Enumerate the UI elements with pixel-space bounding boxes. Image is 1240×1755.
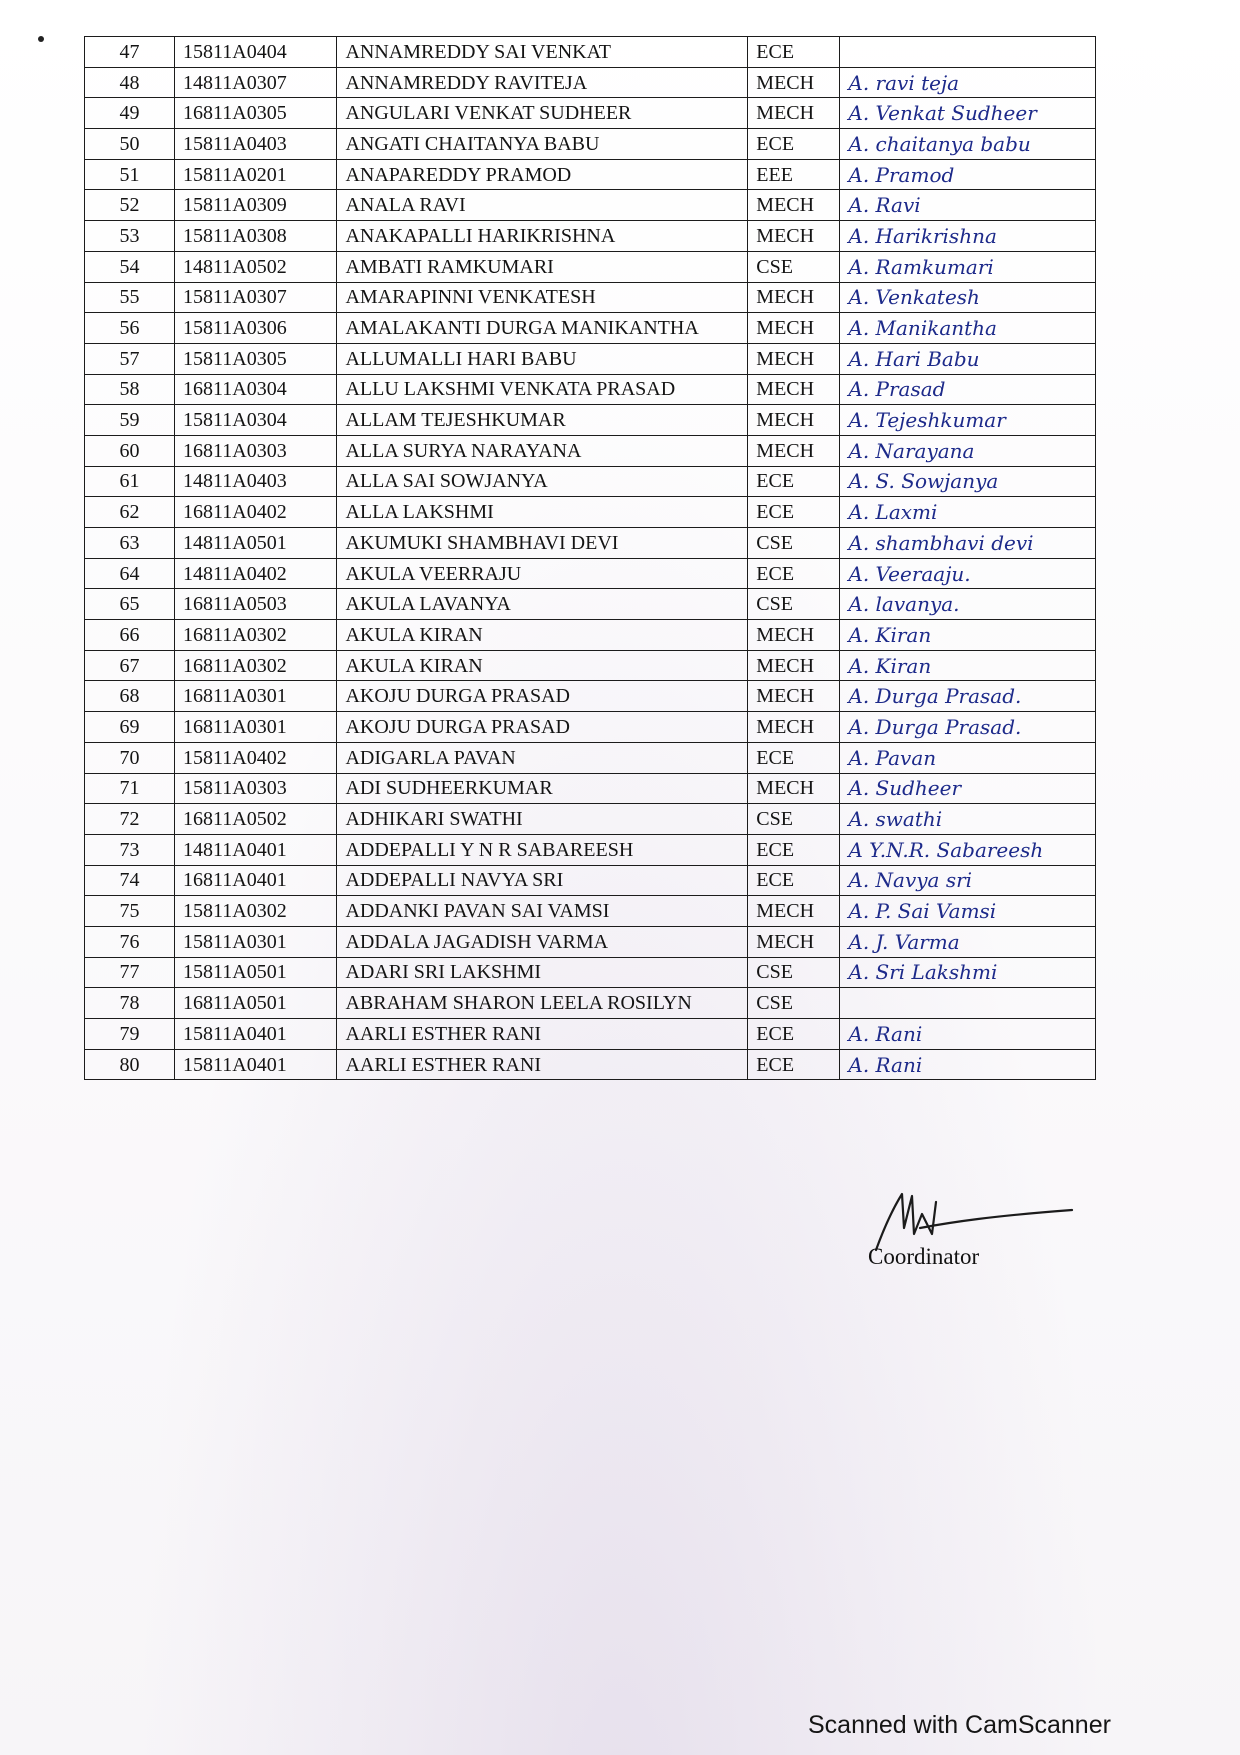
branch-cell: ECE <box>748 742 840 773</box>
serial-number-cell: 59 <box>85 405 175 436</box>
signature-cell: A. lavanya. <box>840 589 1096 620</box>
student-name-cell: ANNAMREDDY SAI VENKAT <box>337 37 748 68</box>
serial-number-cell: 67 <box>85 650 175 681</box>
signature-cell: A. Venkat Sudheer <box>840 98 1096 129</box>
roll-number-cell: 16811A0303 <box>175 435 337 466</box>
student-name-cell: ADIGARLA PAVAN <box>337 742 748 773</box>
branch-cell: MECH <box>748 712 840 743</box>
roll-number-cell: 16811A0304 <box>175 374 337 405</box>
signature-cell: A. Sri Lakshmi <box>840 957 1096 988</box>
signature-cell: A. Ramkumari <box>840 251 1096 282</box>
student-name-cell: ANAKAPALLI HARIKRISHNA <box>337 221 748 252</box>
serial-number-cell: 70 <box>85 742 175 773</box>
student-name-cell: ALLAM TEJESHKUMAR <box>337 405 748 436</box>
table-row <box>85 405 1096 436</box>
student-name-cell: AKULA KIRAN <box>337 620 748 651</box>
branch-cell: MECH <box>748 374 840 405</box>
serial-number-cell: 56 <box>85 313 175 344</box>
signature-cell: A. Veeraaju. <box>840 558 1096 589</box>
student-name-cell: ANNAMREDDY RAVITEJA <box>337 67 748 98</box>
roll-number-cell: 14811A0402 <box>175 558 337 589</box>
table-row <box>85 834 1096 865</box>
serial-number-cell: 47 <box>85 37 175 68</box>
branch-cell: ECE <box>748 37 840 68</box>
serial-number-cell: 64 <box>85 558 175 589</box>
serial-number-cell: 54 <box>85 251 175 282</box>
branch-cell: ECE <box>748 466 840 497</box>
table-row <box>85 466 1096 497</box>
serial-number-cell: 57 <box>85 343 175 374</box>
roll-number-cell: 15811A0302 <box>175 896 337 927</box>
branch-cell: MECH <box>748 67 840 98</box>
signature-cell: A. P. Sai Vamsi <box>840 896 1096 927</box>
student-name-cell: ADHIKARI SWATHI <box>337 804 748 835</box>
student-name-cell: ALLA LAKSHMI <box>337 497 748 528</box>
serial-number-cell: 61 <box>85 466 175 497</box>
table-row <box>85 343 1096 374</box>
branch-cell: CSE <box>748 251 840 282</box>
table-row <box>85 681 1096 712</box>
serial-number-cell: 77 <box>85 957 175 988</box>
student-name-cell: AKOJU DURGA PRASAD <box>337 681 748 712</box>
signature-cell: A. Manikantha <box>840 313 1096 344</box>
table-row <box>85 282 1096 313</box>
signature-cell: A. Narayana <box>840 435 1096 466</box>
branch-cell: MECH <box>748 221 840 252</box>
signature-cell: A. Navya sri <box>840 865 1096 896</box>
roll-number-cell: 14811A0501 <box>175 528 337 559</box>
student-name-cell: AMBATI RAMKUMARI <box>337 251 748 282</box>
student-name-cell: ALLA SAI SOWJANYA <box>337 466 748 497</box>
signature-cell: A. Laxmi <box>840 497 1096 528</box>
serial-number-cell: 75 <box>85 896 175 927</box>
student-name-cell: AKULA VEERRAJU <box>337 558 748 589</box>
signature-cell: A. J. Varma <box>840 926 1096 957</box>
branch-cell: ECE <box>748 1049 840 1080</box>
serial-number-cell: 58 <box>85 374 175 405</box>
table-row <box>85 37 1096 68</box>
table-row <box>85 221 1096 252</box>
serial-number-cell: 71 <box>85 773 175 804</box>
serial-number-cell: 50 <box>85 129 175 160</box>
table-row <box>85 313 1096 344</box>
branch-cell: MECH <box>748 620 840 651</box>
student-name-cell: ALLA SURYA NARAYANA <box>337 435 748 466</box>
branch-cell: MECH <box>748 681 840 712</box>
student-name-cell: ADDALA JAGADISH VARMA <box>337 926 748 957</box>
table-row <box>85 865 1096 896</box>
serial-number-cell: 69 <box>85 712 175 743</box>
branch-cell: MECH <box>748 190 840 221</box>
signature-cell: A. S. Sowjanya <box>840 466 1096 497</box>
branch-cell: MECH <box>748 98 840 129</box>
signature-cell: A. Kiran <box>840 620 1096 651</box>
roll-number-cell: 16811A0502 <box>175 804 337 835</box>
roll-number-cell: 15811A0403 <box>175 129 337 160</box>
serial-number-cell: 55 <box>85 282 175 313</box>
student-name-cell: ADDANKI PAVAN SAI VAMSI <box>337 896 748 927</box>
serial-number-cell: 68 <box>85 681 175 712</box>
table-row <box>85 251 1096 282</box>
roll-number-cell: 15811A0401 <box>175 1019 337 1050</box>
serial-number-cell: 65 <box>85 589 175 620</box>
student-name-cell: ADI SUDHEERKUMAR <box>337 773 748 804</box>
table-row <box>85 926 1096 957</box>
branch-cell: ECE <box>748 558 840 589</box>
serial-number-cell: 72 <box>85 804 175 835</box>
student-name-cell: ANAPAREDDY PRAMOD <box>337 159 748 190</box>
roll-number-cell: 16811A0302 <box>175 650 337 681</box>
roll-number-cell: 15811A0305 <box>175 343 337 374</box>
signature-cell: A. Pavan <box>840 742 1096 773</box>
signature-cell <box>840 988 1096 1019</box>
attendance-table <box>84 36 1096 1080</box>
student-name-cell: AKULA LAVANYA <box>337 589 748 620</box>
table-row <box>85 957 1096 988</box>
table-row <box>85 988 1096 1019</box>
roll-number-cell: 15811A0307 <box>175 282 337 313</box>
signature-cell: A. Durga Prasad. <box>840 681 1096 712</box>
roll-number-cell: 15811A0308 <box>175 221 337 252</box>
roll-number-cell: 15811A0201 <box>175 159 337 190</box>
student-name-cell: ALLU LAKSHMI VENKATA PRASAD <box>337 374 748 405</box>
serial-number-cell: 76 <box>85 926 175 957</box>
table-row <box>85 742 1096 773</box>
branch-cell: ECE <box>748 1019 840 1050</box>
student-name-cell: ADDEPALLI Y N R SABAREESH <box>337 834 748 865</box>
roll-number-cell: 14811A0502 <box>175 251 337 282</box>
serial-number-cell: 79 <box>85 1019 175 1050</box>
roll-number-cell: 15811A0306 <box>175 313 337 344</box>
branch-cell: CSE <box>748 957 840 988</box>
table-row <box>85 98 1096 129</box>
table-row <box>85 374 1096 405</box>
serial-number-cell: 51 <box>85 159 175 190</box>
branch-cell: ECE <box>748 865 840 896</box>
serial-number-cell: 78 <box>85 988 175 1019</box>
branch-cell: MECH <box>748 282 840 313</box>
roll-number-cell: 15811A0501 <box>175 957 337 988</box>
roll-number-cell: 15811A0401 <box>175 1049 337 1080</box>
branch-cell: ECE <box>748 834 840 865</box>
signature-cell: A. Rani <box>840 1049 1096 1080</box>
signature-cell: A. Tejeshkumar <box>840 405 1096 436</box>
serial-number-cell: 74 <box>85 865 175 896</box>
table-row <box>85 1019 1096 1050</box>
ink-dot <box>38 36 44 42</box>
signature-cell: A. Kiran <box>840 650 1096 681</box>
branch-cell: CSE <box>748 988 840 1019</box>
signature-cell: A Y.N.R. Sabareesh <box>840 834 1096 865</box>
table-row <box>85 712 1096 743</box>
table-row <box>85 773 1096 804</box>
signature-cell: A. shambhavi devi <box>840 528 1096 559</box>
branch-cell: MECH <box>748 650 840 681</box>
student-name-cell: AKULA KIRAN <box>337 650 748 681</box>
signature-cell: A. swathi <box>840 804 1096 835</box>
roll-number-cell: 15811A0303 <box>175 773 337 804</box>
student-name-cell: ANALA RAVI <box>337 190 748 221</box>
roll-number-cell: 16811A0301 <box>175 712 337 743</box>
roll-number-cell: 14811A0403 <box>175 466 337 497</box>
branch-cell: MECH <box>748 926 840 957</box>
table-row <box>85 497 1096 528</box>
roll-number-cell: 16811A0305 <box>175 98 337 129</box>
signature-cell: A. chaitanya babu <box>840 129 1096 160</box>
roll-number-cell: 15811A0301 <box>175 926 337 957</box>
table-row <box>85 528 1096 559</box>
student-name-cell: ANGATI CHAITANYA BABU <box>337 129 748 160</box>
roll-number-cell: 16811A0501 <box>175 988 337 1019</box>
signature-cell <box>840 37 1096 68</box>
serial-number-cell: 66 <box>85 620 175 651</box>
roll-number-cell: 14811A0401 <box>175 834 337 865</box>
table-row <box>85 190 1096 221</box>
branch-cell: CSE <box>748 528 840 559</box>
branch-cell: EEE <box>748 159 840 190</box>
table-row <box>85 558 1096 589</box>
branch-cell: CSE <box>748 589 840 620</box>
table-row <box>85 650 1096 681</box>
branch-cell: MECH <box>748 405 840 436</box>
table-row <box>85 1049 1096 1080</box>
table-row <box>85 129 1096 160</box>
roll-number-cell: 15811A0304 <box>175 405 337 436</box>
serial-number-cell: 52 <box>85 190 175 221</box>
serial-number-cell: 63 <box>85 528 175 559</box>
branch-cell: CSE <box>748 804 840 835</box>
student-name-cell: AKOJU DURGA PRASAD <box>337 712 748 743</box>
signature-cell: A. Pramod <box>840 159 1096 190</box>
branch-cell: ECE <box>748 497 840 528</box>
serial-number-cell: 49 <box>85 98 175 129</box>
serial-number-cell: 62 <box>85 497 175 528</box>
branch-cell: MECH <box>748 773 840 804</box>
signature-cell: A. Sudheer <box>840 773 1096 804</box>
roll-number-cell: 16811A0503 <box>175 589 337 620</box>
serial-number-cell: 53 <box>85 221 175 252</box>
roll-number-cell: 15811A0404 <box>175 37 337 68</box>
student-name-cell: AMARAPINNI VENKATESH <box>337 282 748 313</box>
signature-cell: A. Ravi <box>840 190 1096 221</box>
student-name-cell: AARLI ESTHER RANI <box>337 1049 748 1080</box>
student-name-cell: ADARI SRI LAKSHMI <box>337 957 748 988</box>
roll-number-cell: 15811A0402 <box>175 742 337 773</box>
table-row <box>85 589 1096 620</box>
roll-number-cell: 16811A0401 <box>175 865 337 896</box>
student-name-cell: ABRAHAM SHARON LEELA ROSILYN <box>337 988 748 1019</box>
student-name-cell: ANGULARI VENKAT SUDHEER <box>337 98 748 129</box>
table-row <box>85 896 1096 927</box>
signature-cell: A. Harikrishna <box>840 221 1096 252</box>
branch-cell: MECH <box>748 313 840 344</box>
signature-cell: A. Durga Prasad. <box>840 712 1096 743</box>
table-row <box>85 804 1096 835</box>
table-row <box>85 159 1096 190</box>
roll-number-cell: 16811A0302 <box>175 620 337 651</box>
signature-cell: A. Rani <box>840 1019 1096 1050</box>
roll-number-cell: 16811A0402 <box>175 497 337 528</box>
branch-cell: MECH <box>748 343 840 374</box>
signature-cell: A. ravi teja <box>840 67 1096 98</box>
serial-number-cell: 73 <box>85 834 175 865</box>
table-row <box>85 67 1096 98</box>
roll-number-cell: 14811A0307 <box>175 67 337 98</box>
branch-cell: MECH <box>748 896 840 927</box>
student-name-cell: AKUMUKI SHAMBHAVI DEVI <box>337 528 748 559</box>
signature-cell: A. Hari Babu <box>840 343 1096 374</box>
branch-cell: ECE <box>748 129 840 160</box>
scanner-watermark: Scanned with CamScanner <box>808 1711 1111 1739</box>
roll-number-cell: 15811A0309 <box>175 190 337 221</box>
student-name-cell: AMALAKANTI DURGA MANIKANTHA <box>337 313 748 344</box>
serial-number-cell: 80 <box>85 1049 175 1080</box>
table-row <box>85 620 1096 651</box>
student-name-cell: AARLI ESTHER RANI <box>337 1019 748 1050</box>
serial-number-cell: 48 <box>85 67 175 98</box>
roll-number-cell: 16811A0301 <box>175 681 337 712</box>
serial-number-cell: 60 <box>85 435 175 466</box>
table-row <box>85 435 1096 466</box>
attendance-table-body <box>85 37 1096 1080</box>
student-name-cell: ALLUMALLI HARI BABU <box>337 343 748 374</box>
signature-cell: A. Prasad <box>840 374 1096 405</box>
student-name-cell: ADDEPALLI NAVYA SRI <box>337 865 748 896</box>
coordinator-block <box>862 1188 1082 1268</box>
coordinator-label: Coordinator <box>868 1244 980 1269</box>
signature-cell: A. Venkatesh <box>840 282 1096 313</box>
branch-cell: MECH <box>748 435 840 466</box>
